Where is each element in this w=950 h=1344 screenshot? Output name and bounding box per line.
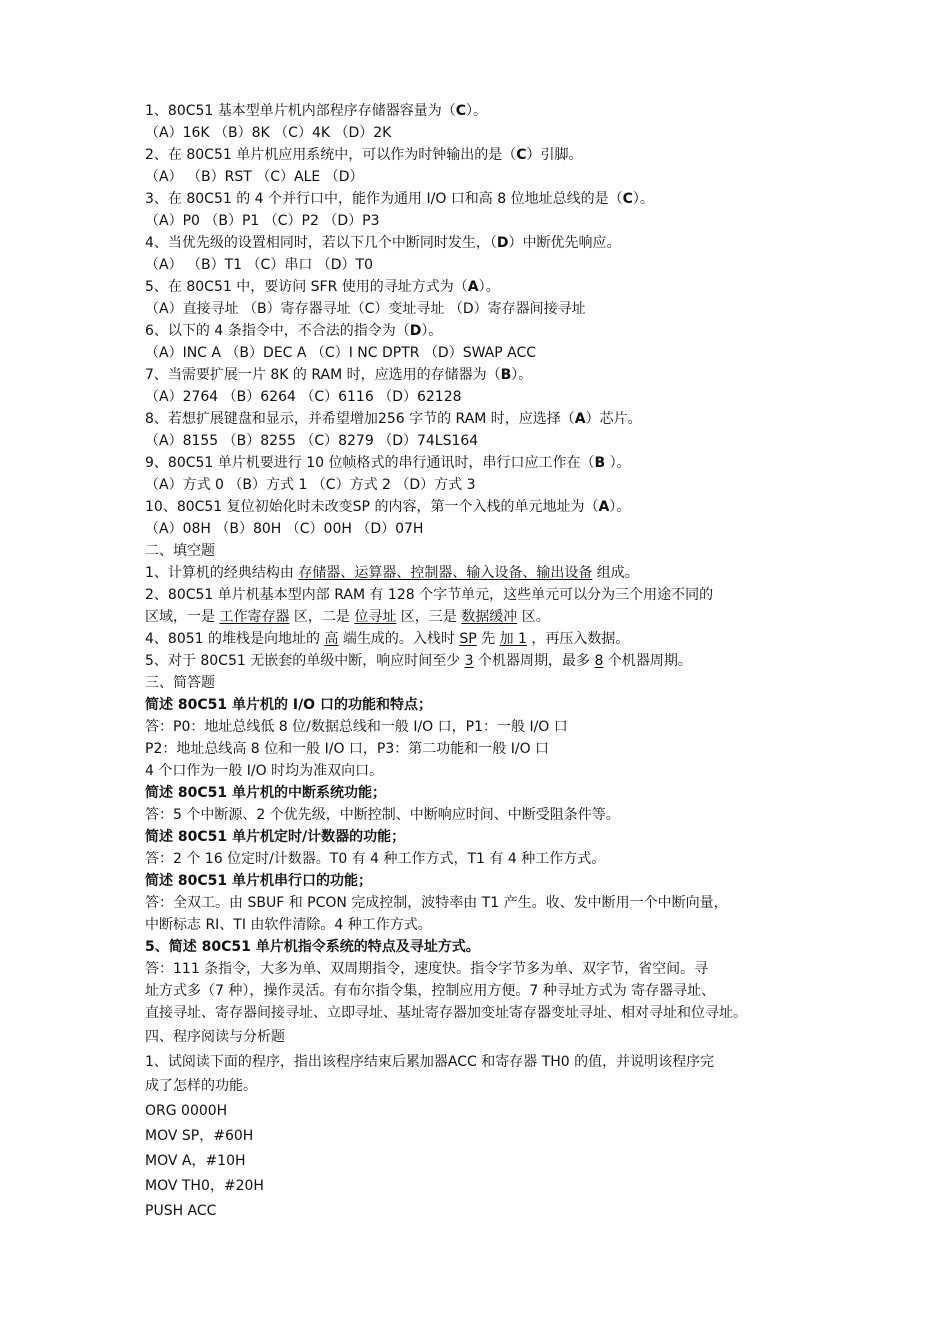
short-answer-line: 答：2 个 16 位定时/计数器。T0 有 4 种工作方式，T1 有 4 种工作方式。 <box>145 851 606 867</box>
short-answer-line: 址方式多（7 种），操作灵活。有布尔指令集，控制应用方便。7 种寻址方式为 寄存器寻址、 <box>145 983 716 999</box>
short-question-5: 5、简述 80C51 单片机指令系统的特点及寻址方式。 <box>145 939 480 955</box>
code-line: MOV TH0，#20H <box>145 1178 264 1194</box>
mcq-question-2: 2、在 80C51 单片机应用系统中，可以作为时钟输出的是（C）引脚。 <box>145 147 583 163</box>
short-answer-line: 答：P0：地址总线低 8 位/数据总线和一般 I/O 口，P1：一般 I/O 口 <box>145 719 568 735</box>
code-line: MOV SP，#60H <box>145 1128 254 1144</box>
short-answer-line: 答：全双工。由 SBUF 和 PCON 完成控制，波特率由 T1 产生。收、发中断用一个中断向量， <box>145 895 728 911</box>
short-answer-heading: 三、简答题 <box>145 675 215 691</box>
mcq-options-9: （A）方式 0 （B）方式 1 （C）方式 2 （D）方式 3 <box>145 477 476 493</box>
mcq-question-10: 10、80C51 复位初始化时未改变SP 的内容，第一个入栈的单元地址为（A）。 <box>145 499 631 515</box>
short-answer-line: P2：地址总线高 8 位和一般 I/O 口，P3：第二功能和一般 I/O 口 <box>145 741 550 757</box>
fill-answer: 存储器、运算器、控制器、输入设备、输出设备 <box>298 565 593 581</box>
short-answer-line: 答：5 个中断源、2 个优先级，中断控制、中断响应时间、中断受阻条件等。 <box>145 807 620 823</box>
fill-answer: 工作寄存器 <box>219 609 290 625</box>
fill-answer: SP <box>459 631 477 647</box>
short-question-4: 简述 80C51 单片机串行口的功能； <box>145 873 372 889</box>
mcq-options-1: （A）16K （B）8K （C）4K （D）2K <box>145 125 392 141</box>
program-question-1-continued: 成了怎样的功能。 <box>145 1078 257 1094</box>
fill-answer: 3 <box>464 653 474 669</box>
program-question-1: 1、试阅读下面的程序，指出该程序结束后累加器ACC 和寄存器 TH0 的值，并说明该程序完 <box>145 1054 715 1070</box>
mcq-options-10: （A）08H （B）80H （C）00H （D）07H <box>145 521 424 537</box>
short-question-3: 简述 80C51 单片机定时/计数器的功能； <box>145 829 406 845</box>
fill-section-heading: 二、填空题 <box>145 543 215 559</box>
mcq-options-3: （A）P0 （B）P1 （C）P2 （D）P3 <box>145 213 380 229</box>
fill-answer: 数据缓冲 <box>461 609 518 625</box>
mcq-question-1: 1、80C51 基本型单片机内部程序存储器容量为（C）。 <box>145 103 488 119</box>
fill-question-4: 4、8051 的堆栈是向地址的 高 端生成的。入栈时 SP 先 加 1 ，再压入数据。 <box>145 631 630 647</box>
mcq-options-5: （A）直接寻址 （B）寄存器寻址（C）变址寻址 （D）寄存器间接寻址 <box>145 301 586 317</box>
program-section-heading: 四、程序阅读与分析题 <box>145 1029 285 1045</box>
mcq-options-7: （A）2764 （B）6264 （C）6116 （D）62128 <box>145 389 462 405</box>
mcq-question-4: 4、当优先级的设置相同时，若以下几个中断同时发生，（D）中断优先响应。 <box>145 235 621 251</box>
short-question-2: 简述 80C51 单片机的中断系统功能； <box>145 785 386 801</box>
mcq-options-8: （A）8155 （B）8255 （C）8279 （D）74LS164 <box>145 433 479 449</box>
fill-answer: 高 <box>324 631 339 647</box>
fill-answer: 位寻址 <box>354 609 397 625</box>
fill-answer: 8 <box>594 653 604 669</box>
mcq-options-4: （A） （B）T1 （C）串口 （D）T0 <box>145 257 374 273</box>
code-line: ORG 0000H <box>145 1103 228 1119</box>
fill-question-5: 5、对于 80C51 无嵌套的单级中断，响应时间至少 3 个机器周期，最多 8 个机器周期。 <box>145 653 692 669</box>
mcq-question-8: 8、若想扩展键盘和显示，并希望增加256 字节的 RAM 时，应选择（A）芯片。 <box>145 411 642 427</box>
short-answer-line: 中断标志 RI、TI 由软件清除。4 种工作方式。 <box>145 917 432 933</box>
fill-question-2-continued: 区域，一是 工作寄存器 区，二是 位寻址 区，三是 数据缓冲 区。 <box>145 609 550 625</box>
mcq-question-5: 5、在 80C51 中，要访问 SFR 使用的寻址方式为（A）。 <box>145 279 500 295</box>
mcq-options-6: （A）INC A （B）DEC A （C）I NC DPTR （D）SWAP ACC <box>145 345 537 361</box>
mcq-question-6: 6、以下的 4 条指令中，不合法的指令为（D）。 <box>145 323 443 339</box>
short-answer-line: 直接寻址、寄存器间接寻址、立即寻址、基址寄存器加变址寄存器变址寻址、相对寻址和位寻址。 <box>145 1005 747 1021</box>
short-question-1: 简述 80C51 单片机的 I/O 口的功能和特点； <box>145 697 432 713</box>
mcq-options-2: （A） （B）RST （C）ALE （D） <box>145 169 364 185</box>
fill-question-1: 1、计算机的经典结构由 存储器、运算器、控制器、输入设备、输出设备 组成。 <box>145 565 639 581</box>
fill-answer: 加 1 <box>499 631 527 647</box>
mcq-question-3: 3、在 80C51 的 4 个并行口中，能作为通用 I/O 口和高 8 位地址总线的是（C）。 <box>145 191 654 207</box>
short-answer-line: 4 个口作为一般 I/O 时均为准双向口。 <box>145 763 384 779</box>
code-line: PUSH ACC <box>145 1203 217 1219</box>
mcq-question-9: 9、80C51 单片机要进行 10 位帧格式的串行通讯时，串行口应工作在（B ）。 <box>145 455 631 471</box>
fill-question-2: 2、80C51 单片机基本型内部 RAM 有 128 个字节单元，这些单元可以分为三个用途不同的 <box>145 587 714 603</box>
short-answer-line: 答：111 条指令，大多为单、双周期指令，速度快。指令字节多为单、双字节，省空间。寻 <box>145 961 709 977</box>
mcq-question-7: 7、当需要扩展一片 8K 的 RAM 时，应选用的存储器为（B）。 <box>145 367 533 383</box>
code-line: MOV A，#10H <box>145 1153 246 1169</box>
